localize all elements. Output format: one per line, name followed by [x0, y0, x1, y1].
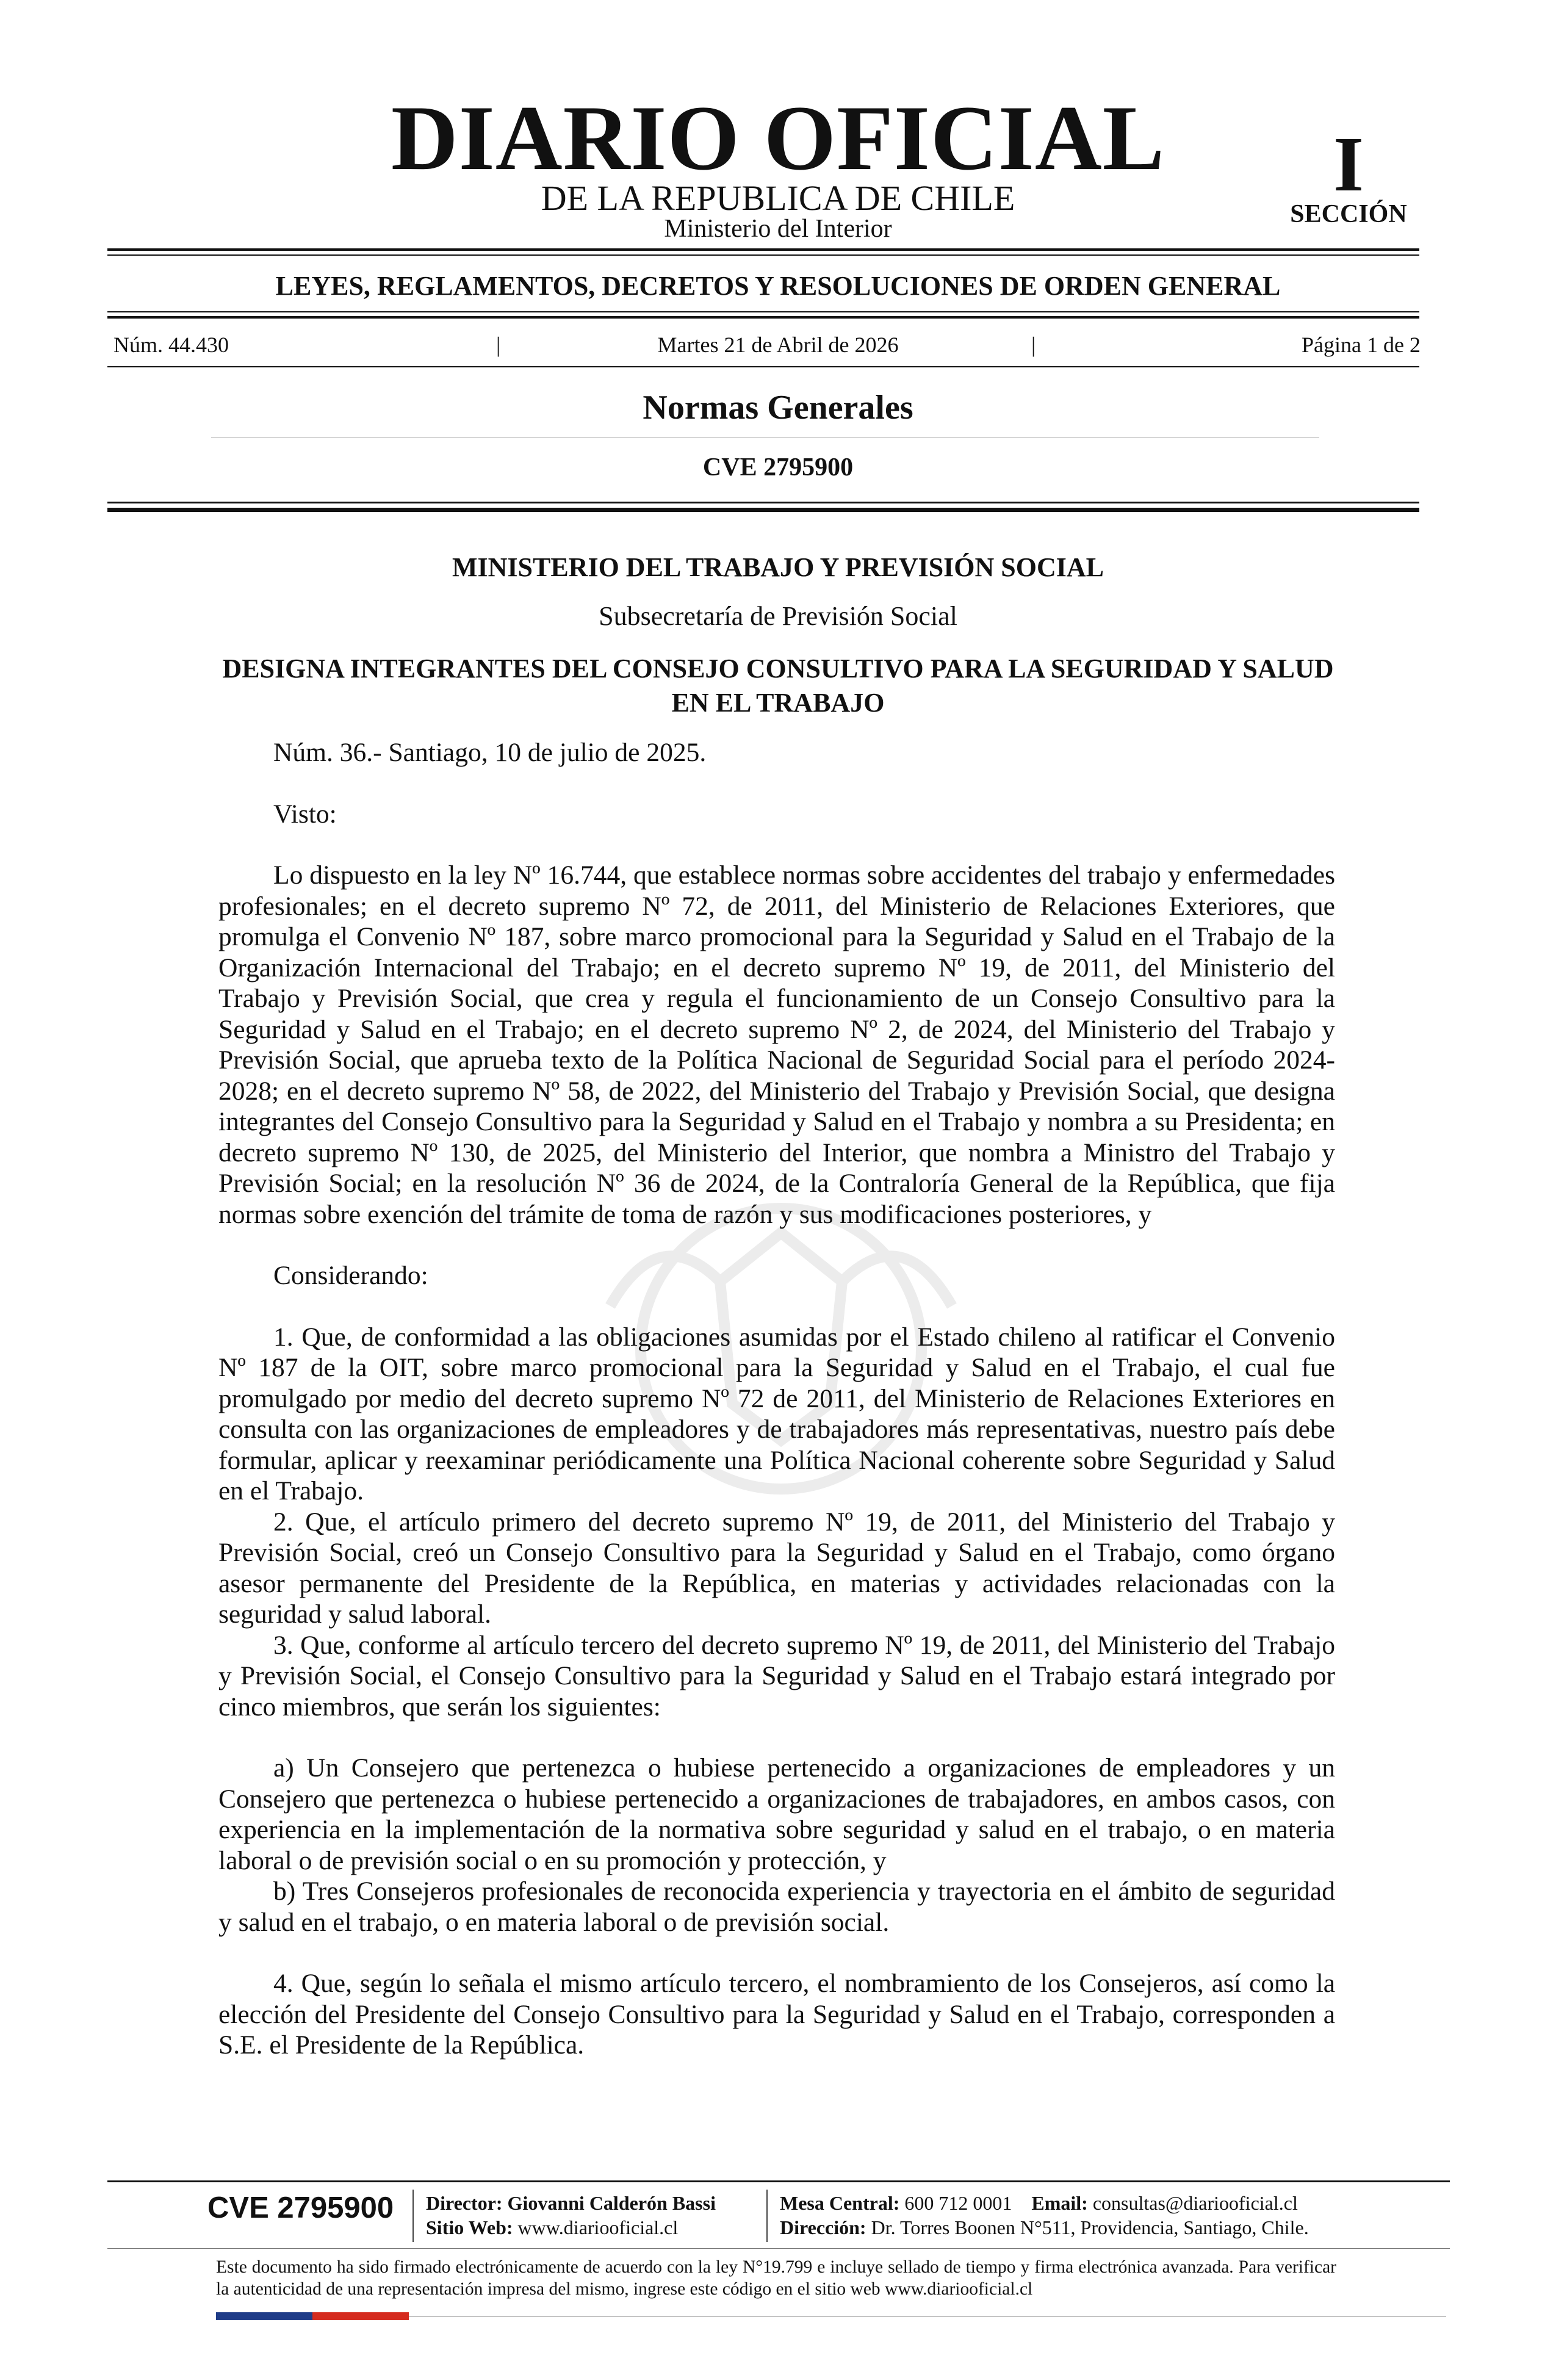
section-title: Normas Generales [643, 389, 913, 427]
issue-number: Núm. 44.430 [113, 333, 229, 357]
mesa-value: 600 712 0001 [904, 2192, 1012, 2214]
footer-director-block [426, 2191, 716, 2240]
mesa-label: Mesa Central: [780, 2192, 900, 2214]
site-link[interactable]: www.diariooficial.cl [517, 2216, 679, 2238]
site-label: Sitio Web: [426, 2216, 513, 2238]
considerando-item: 3. Que, conforme al artículo tercero del decreto supremo Nº 19, de 2011, del Ministerio del Trabajo y Previsión Social, el Consejo Consultivo para la Seguridad y Salud en el Trabajo estará integrado por cinco miembros, que serán los siguientes: [218, 1630, 1335, 1722]
considerando-item: 4. Que, según lo señala el mismo artículo tercero, el nombramiento de los Consejeros, así como la elección del Presidente del Consejo Consultivo para la Seguridad y Salud en el Trabajo, corresponden a S.E. el Presidente de la República. [218, 1969, 1335, 2060]
address-label: Dirección: [780, 2216, 866, 2238]
divider [107, 508, 1419, 512]
issue-separator: | [1031, 333, 1036, 357]
masthead-ministry: Ministerio del Interior [664, 215, 892, 243]
footer-separator [766, 2190, 768, 2242]
section-label: SECCIÓN [1290, 200, 1407, 228]
issue-page: Página 1 de 2 [1302, 333, 1421, 357]
email-label: Email: [1031, 2192, 1088, 2214]
director-name: Giovanni Calderón Bassi [507, 2192, 716, 2214]
divider [107, 311, 1419, 312]
divider [107, 248, 1419, 251]
divider [107, 316, 1419, 319]
divider [107, 502, 1419, 503]
divider [107, 366, 1419, 367]
footer-divider [107, 2248, 1450, 2249]
footer-cve-code: CVE 2795900 [207, 2191, 394, 2224]
visto-label: Visto: [273, 799, 337, 829]
document-subsecretaria: Subsecretaría de Previsión Social [599, 601, 957, 631]
masthead-title: DIARIO OFICIAL [391, 87, 1165, 189]
list-item: a) Un Consejero que pertenezca o hubiese pertenecido a organizaciones de empleadores y un Consejero que pertenezca o hubiese pertenecido a organizaciones de trabajadores, en ambos casos, con experiencia en la implementación de la normativa sobre seguridad y salud en el trabajo, o en materia laboral o de previsión social o en su promoción y protección, y [218, 1753, 1335, 1875]
document-body [218, 737, 1335, 2061]
considerando-item: 2. Que, el artículo primero del decreto supremo Nº 19, de 2011, del Ministerio del Trabajo y Previsión Social, creó un Consejo Consultivo para la Seguridad y Salud en el Trabajo, como órgano asesor permanente del Presidente de la República, en materias y actividades relacionadas con la seguridad y salud laboral. [218, 1507, 1335, 1629]
decree-number: Núm. 36.- Santiago, 10 de julio de 2025. [273, 738, 707, 767]
director-label: Director: [426, 2192, 503, 2214]
considerando-item: 1. Que, de conformidad a las obligaciones asumidas por el Estado chileno al ratificar el Convenio Nº 187 de la OIT, sobre marco promocional para la Seguridad y Salud en el Trabajo, el cual fue promulgado por medio del decreto supremo Nº 72 de 2011, del Ministerio de Relaciones Exteriores en consulta con las organizaciones de empleadores y de trabajadores más representativas, nuestro país debe formular, aplicar y reexaminar periódicamente una Política Nacional coherente sobre Seguridad y Salud en el Trabajo. [218, 1322, 1335, 1506]
issue-date: Martes 21 de Abril de 2026 [657, 333, 899, 357]
document-heading: DESIGNA INTEGRANTES DEL CONSEJO CONSULTIVO PARA LA SEGURIDAD Y SALUD EN EL TRABAJO [222, 654, 1334, 718]
footer-separator [412, 2190, 414, 2242]
section-number: I [1333, 121, 1364, 207]
footer-legal-note: Este documento ha sido firmado electrónicamente de acuerdo con la ley N°19.799 e incluye sellado de tiempo y firma electrónica avanzada. Para verificar la autenticidad de una representación impresa del mismo, ingrese este código en el sitio web www.diariooficial.cl [216, 2257, 1336, 2299]
divider [211, 437, 1319, 438]
visto-paragraph: Lo dispuesto en la ley Nº 16.744, que establece normas sobre accidentes del trabajo y enfermedades profesionales; en el decreto supremo Nº 72, de 2011, del Ministerio de Relaciones Exteriores, que promulga el Convenio Nº 187, sobre marco promocional para la Seguridad y Salud en el Trabajo de la Organización Internacional del Trabajo; en el decreto supremo Nº 19, de 2011, del Ministerio del Trabajo y Previsión Social, que crea y regula el funcionamiento de un Consejo Consultivo para la Seguridad y Salud en el Trabajo; en el decreto supremo Nº 2, de 2024, del Ministerio del Trabajo y Previsión Social, que aprueba texto de la Política Nacional de Seguridad Social para el período 2024-2028; en el decreto supremo Nº 58, de 2022, del Ministerio del Trabajo y Previsión Social, que designa integrantes del Consejo Consultivo para la Seguridad y Salud en el Trabajo y nombra a su Presidenta; en decreto supremo Nº 130, de 2025, del Ministerio del Interior, que nombra a Ministro del Trabajo y Previsión Social; en la resolución Nº 36 de 2024, de la Contraloría General de la República, que fija normas sobre exención del trámite de toma de razón y sus modificaciones posteriores, y [218, 860, 1335, 1229]
footer-contact-block [780, 2191, 1309, 2240]
document-ministry: MINISTERIO DEL TRABAJO Y PREVISIÓN SOCIAL [452, 552, 1104, 582]
email-link[interactable]: consultas@diariooficial.cl [1092, 2192, 1298, 2214]
list-item: b) Tres Consejeros profesionales de reconocida experiencia y trayectoria en el ámbito de seguridad y salud en el trabajo, o en materia laboral o de previsión social. [218, 1877, 1335, 1937]
considerando-label: Considerando: [273, 1261, 428, 1290]
address-value: Dr. Torres Boonen N°511, Providencia, Santiago, Chile. [871, 2216, 1309, 2238]
flag-bar-red [312, 2312, 409, 2320]
divider [107, 254, 1419, 256]
masthead-subtitle: DE LA REPUBLICA DE CHILE [541, 178, 1015, 218]
cve-code: CVE 2795900 [702, 453, 854, 481]
flag-bar-blue [216, 2312, 312, 2320]
footer-divider [409, 2316, 1446, 2317]
issue-separator: | [496, 333, 501, 357]
footer-divider [107, 2180, 1450, 2182]
band-title: LEYES, REGLAMENTOS, DECRETOS Y RESOLUCIONES DE ORDEN GENERAL [275, 271, 1281, 301]
